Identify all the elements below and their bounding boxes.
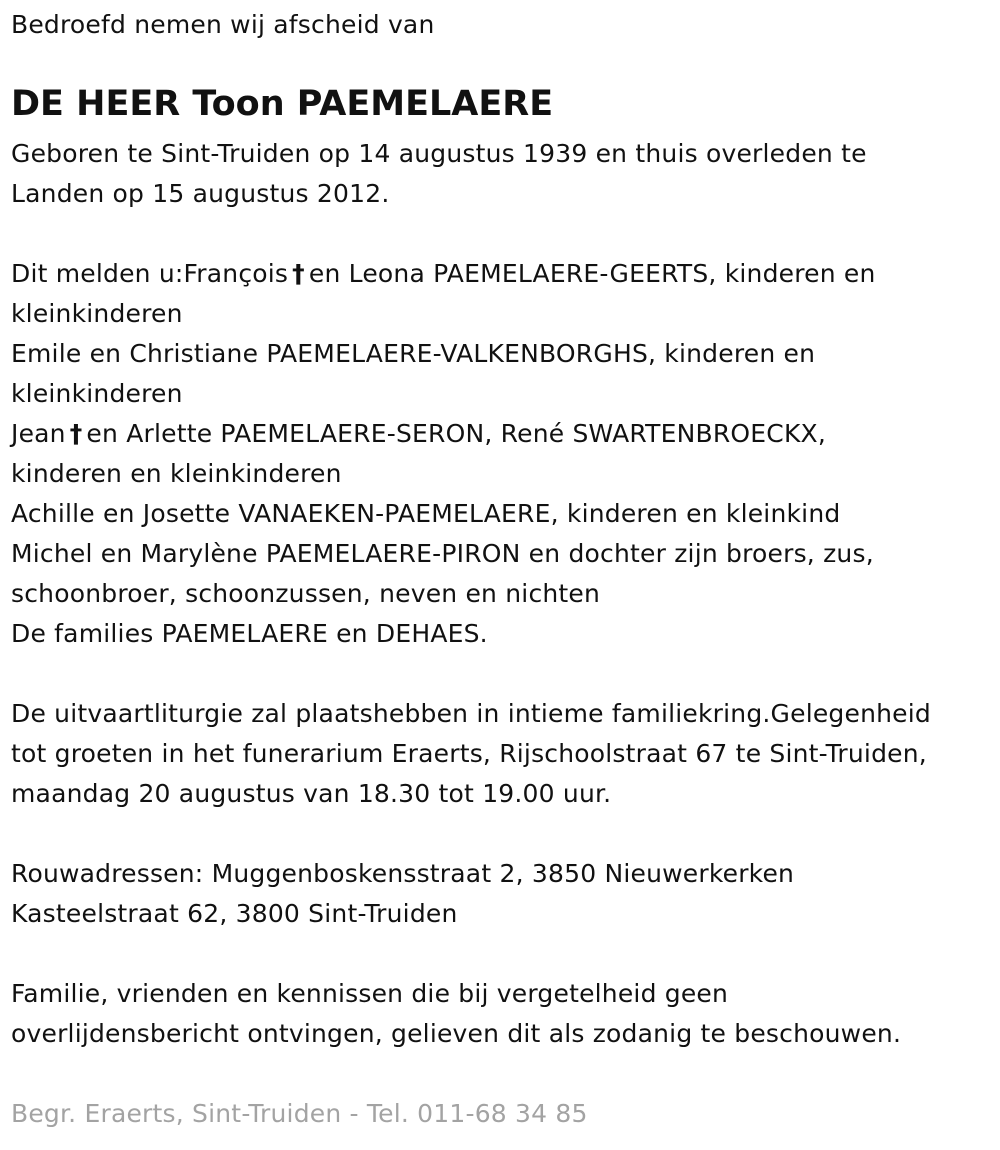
mourner-jean-b: en Arlette PAEMELAERE-SERON, René SWARTENBROECKX, [86,419,827,448]
notice-line-2: overlijdensbericht ontvingen, gelieven dit als zodanig te beschouwen. [11,1019,902,1048]
funeral-line-3: maandag 20 augustus van 18.30 tot 19.00 uur. [11,779,612,808]
mourner-line-emile: Emile en Christiane PAEMELAERE-VALKENBORGHS, kinderen en [11,339,816,368]
mourner-line-emile-cont: kleinkinderen [11,379,183,408]
mourner-line-achille: Achille en Josette VANAEKEN-PAEMELAERE, kinderen en kleinkind [11,499,841,528]
cross-icon: † [292,259,305,288]
address-line-1: Rouwadressen: Muggenboskensstraat 2, 3850 Nieuwerkerken [11,859,795,888]
notice-line-1: Familie, vrienden en kennissen die bij vergetelheid geen [11,979,729,1008]
undertaker-footer: Begr. Eraerts, Sint-Truiden - Tel. 011-68 34 85 [11,1099,588,1128]
deceased-name: DE HEER Toon PAEMELAERE [11,84,554,124]
mourner-line-francois [11,254,876,294]
intro-text: Bedroefd nemen wij afscheid van [11,10,435,39]
mourner-jean-a: Jean [11,419,66,448]
mourner-line-michel: Michel en Marylène PAEMELAERE-PIRON en dochter zijn broers, zus, [11,539,874,568]
funeral-line-2: tot groeten in het funerarium Eraerts, Rijschoolstraat 67 te Sint-Truiden, [11,739,927,768]
mourner-francois-b: en Leona PAEMELAERE-GEERTS, kinderen en [308,259,876,288]
birth-line-2: Landen op 15 augustus 2012. [11,179,390,208]
mourner-line-francois-cont: kleinkinderen [11,299,183,328]
funeral-line-1: De uitvaartliturgie zal plaatshebben in intieme familiekring.Gelegenheid [11,699,931,728]
mourner-francois-a: Dit melden u:François [11,259,289,288]
birth-line-1: Geboren te Sint-Truiden op 14 augustus 1939 en thuis overleden te [11,139,867,168]
mourner-line-jean [11,414,826,454]
mourner-line-families: De families PAEMELAERE en DEHAES. [11,619,488,648]
mourner-line-michel-cont: schoonbroer, schoonzussen, neven en nichten [11,579,601,608]
mourner-line-jean-cont: kinderen en kleinkinderen [11,459,342,488]
address-line-2: Kasteelstraat 62, 3800 Sint-Truiden [11,899,458,928]
cross-icon: † [69,419,83,448]
